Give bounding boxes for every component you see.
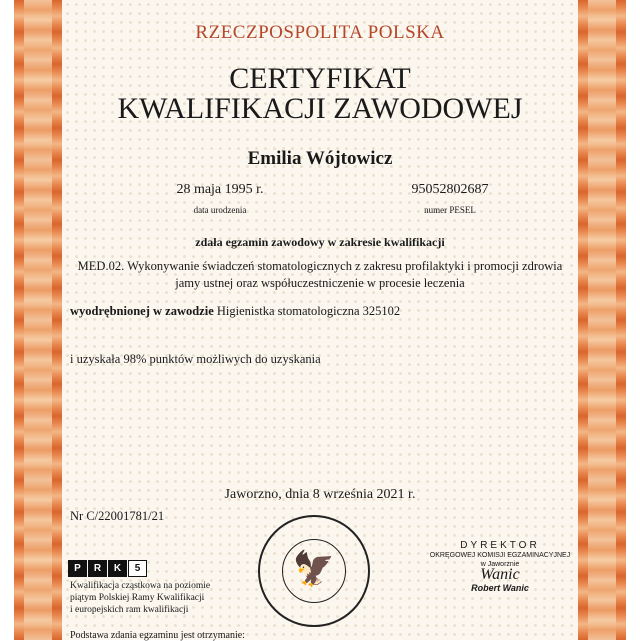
pesel-label: numer PESEL: [424, 205, 476, 215]
prk-letter: K: [108, 560, 127, 577]
qualification-text: MED.02. Wykonywanie świadczeń stomatologicznych z zakresu profilaktyki i promocji zdrowia jamy ustnej oraz współuczestniczenie w procesie leczenia: [77, 259, 563, 290]
holder-name: Emilia Wójtowicz: [247, 148, 393, 169]
director-name: Robert Wanic: [471, 583, 529, 593]
prk-description: [70, 580, 210, 616]
official-stamp: [258, 515, 370, 627]
score-text: i uzyskała 98% punktów możliwych do uzyskania: [70, 352, 321, 366]
director-title: DYREKTOR: [460, 540, 540, 551]
prk-desc-line: Kwalifikacja cząstkowa na poziomie: [70, 581, 211, 591]
certificate-subtitle: KWALIFIKACJI ZAWODOWEJ: [117, 92, 523, 125]
birth-date: 28 maja 1995 r.: [176, 182, 264, 197]
pesel: 95052802687: [411, 182, 489, 197]
certificate-number: Nr C/22001781/21: [70, 509, 165, 523]
signature: Wanic: [480, 566, 520, 583]
place-date: Jaworzno, dnia 8 września 2021 r.: [224, 487, 416, 502]
profession: Higienistka stomatologiczna 325102: [216, 304, 401, 318]
exam-passed-text: zdała egzamin zawodowy w zakresie kwalifikacji: [195, 235, 445, 249]
prk-letter: P: [68, 560, 87, 577]
profession-label: wyodrębnionej w zawodzie: [70, 304, 214, 318]
prk-level: 5: [128, 560, 147, 577]
prk-desc-line: i europejskich ram kwalifikacji: [70, 605, 189, 615]
basis-text: Podstawa zdania egzaminu jest otrzymanie:: [70, 630, 245, 641]
director-place: w Jaworznie: [480, 561, 520, 568]
certificate-title: CERTYFIKAT: [229, 62, 411, 95]
birth-date-label: data urodzenia: [193, 205, 247, 215]
prk-desc-line: piątym Polskiej Ramy Kwalifikacji: [70, 593, 205, 603]
prk-letter: R: [88, 560, 107, 577]
director-org: OKRĘGOWEJ KOMISJI EGZAMINACYJNEJ: [429, 552, 571, 559]
eagle-emblem-icon: 🦅: [282, 539, 346, 603]
prk-badge: [68, 560, 148, 577]
profession-line: [70, 304, 400, 319]
country-heading: RZECZPOSPOLITA POLSKA: [195, 22, 445, 43]
